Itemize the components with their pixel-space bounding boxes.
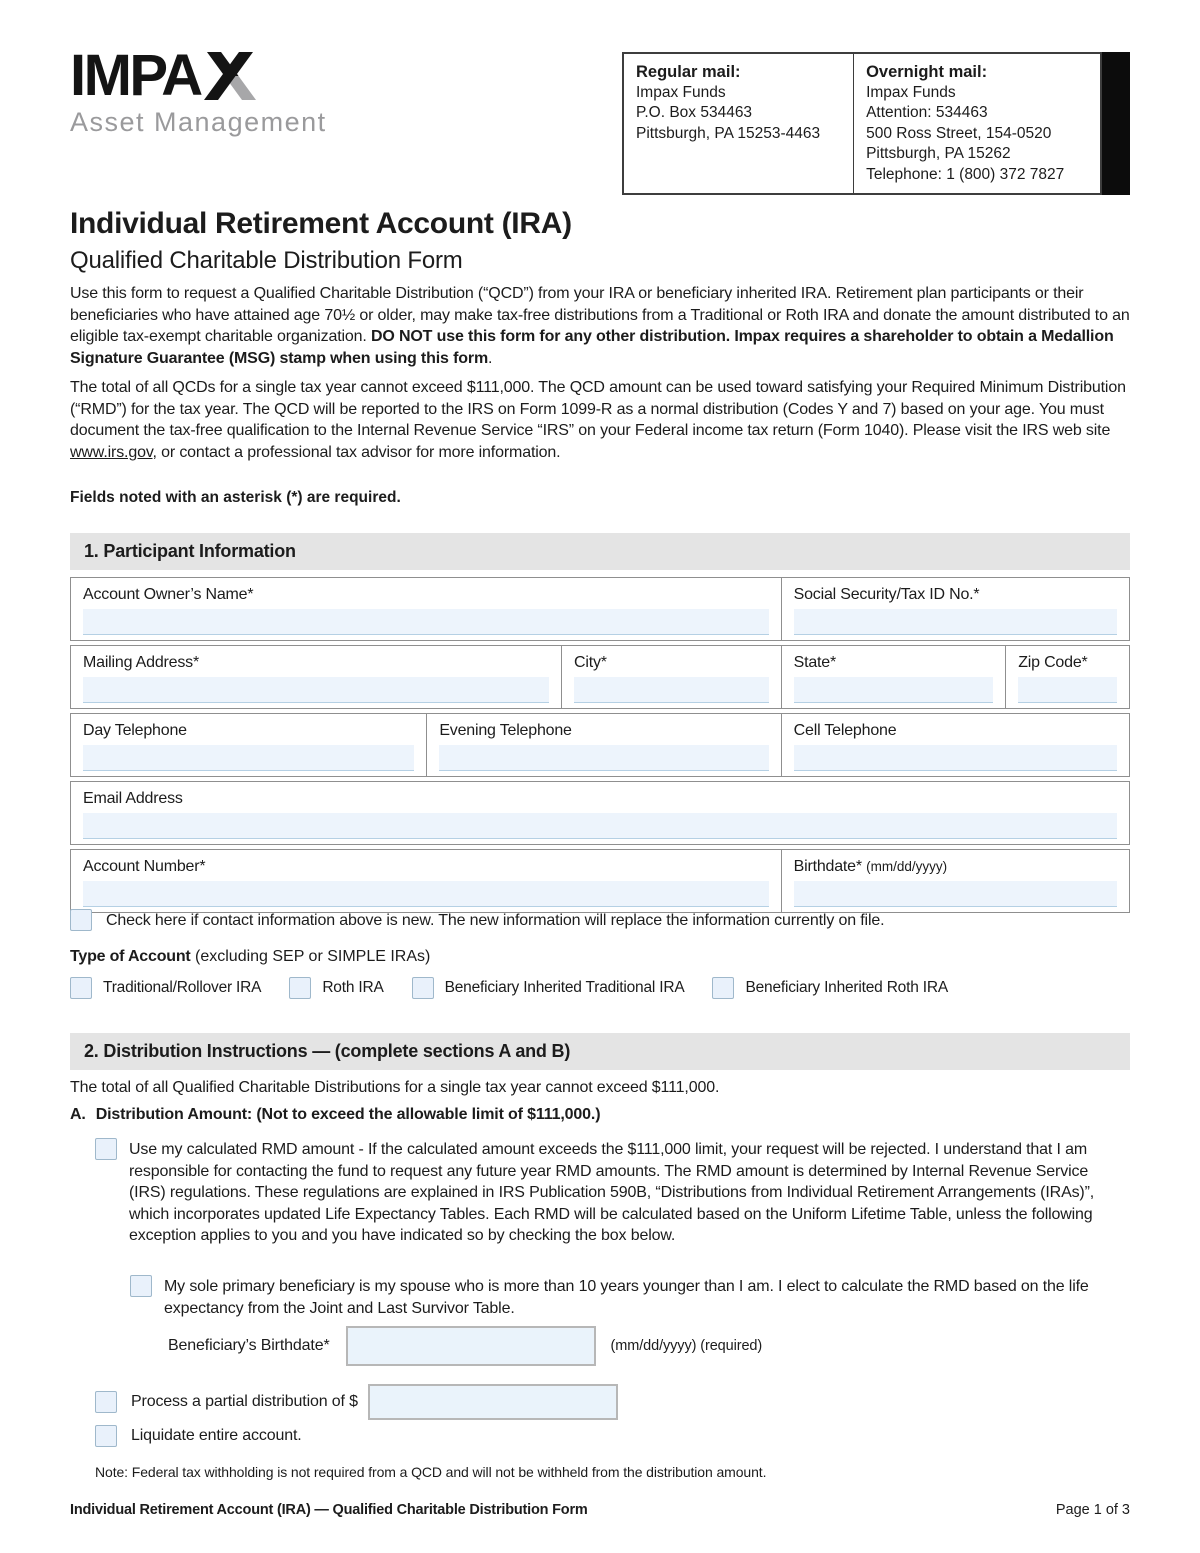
- impax-logo-wordmark: [70, 43, 327, 108]
- zip-cell: [1005, 646, 1129, 708]
- cell-telephone-cell: [781, 714, 1129, 776]
- account-owner-name-label: Account Owner’s Name*: [83, 586, 254, 603]
- mailing-addresses: [622, 52, 1130, 195]
- birthdate-format-hint: (mm/dd/yyyy): [866, 859, 948, 874]
- regular-mail-line: Pittsburgh, PA 15253-4463: [636, 124, 821, 142]
- page-header: [70, 43, 1130, 195]
- regular-mail-address: [624, 54, 854, 193]
- roth-ira-checkbox[interactable]: [289, 977, 311, 999]
- regular-mail-line: P.O. Box 534463: [636, 104, 753, 121]
- beneficiary-inherited-traditional-ira-label: Beneficiary Inherited Traditional IRA: [444, 979, 685, 996]
- title-block: [70, 207, 1130, 275]
- beneficiary-birthdate-field[interactable]: [346, 1326, 596, 1366]
- overnight-mail-address: [854, 54, 1100, 193]
- evening-telephone-label: Evening Telephone: [439, 722, 572, 739]
- intro-p1-text: Use this form to request a Qualified Charitable Distribution (“QCD”) from your IRA or beneficiary inherited IRA. Retirement plan participants or their beneficiaries who have attained age 70½ or older, may make tax-free distributions from a Traditional or Roth IRA and donate the amount distributed to an eligible tax-exempt charitable organization.: [70, 285, 1130, 345]
- cell-telephone-label: Cell Telephone: [793, 722, 897, 739]
- overnight-mail-line: Pittsburgh, PA 15262: [866, 145, 1011, 162]
- partial-distribution-label: Process a partial distribution of $: [131, 1393, 358, 1410]
- account-owner-name-field[interactable]: [83, 609, 769, 635]
- intro-paragraph-2: [70, 377, 1130, 463]
- partial-distribution-checkbox[interactable]: [95, 1391, 117, 1413]
- account-type-options: [70, 977, 1130, 999]
- use-calculated-rmd-checkbox[interactable]: [95, 1138, 117, 1160]
- table-row: [70, 849, 1130, 913]
- page-subtitle: Qualified Charitable Distribution Form: [70, 247, 463, 274]
- intro-p1-period: .: [488, 349, 493, 367]
- table-row: [70, 781, 1130, 845]
- mailing-address-cell: [71, 646, 561, 708]
- ssn-field[interactable]: [794, 609, 1117, 635]
- birthdate-cell: [781, 850, 1129, 912]
- type-of-account-heading: [70, 948, 1130, 966]
- withholding-note: Note: Federal tax withholding is not required from a QCD and will not be withheld from the distribution amount.: [95, 1464, 767, 1480]
- mailing-addresses-box: [622, 52, 1102, 195]
- intro-paragraph-1: [70, 283, 1130, 369]
- subsection-a-heading: [70, 1106, 1130, 1124]
- beneficiary-birthdate-row: [168, 1326, 1200, 1366]
- beneficiary-birthdate-label: Beneficiary’s Birthdate*: [168, 1337, 330, 1354]
- email-label: Email Address: [83, 790, 183, 807]
- regular-mail-title: Regular mail:: [636, 63, 741, 81]
- evening-telephone-field[interactable]: [439, 745, 768, 771]
- day-telephone-cell: [71, 714, 426, 776]
- page-footer: [70, 1502, 1130, 1518]
- rmd-option-row: [95, 1139, 1130, 1247]
- ssn-label: Social Security/Tax ID No.*: [793, 586, 980, 603]
- liquidate-account-label: Liquidate entire account.: [131, 1427, 302, 1444]
- traditional-rollover-ira-checkbox[interactable]: [70, 977, 92, 999]
- table-row: [70, 577, 1130, 641]
- decorative-black-bar: [1102, 52, 1130, 195]
- state-label: State*: [793, 654, 837, 671]
- account-number-label: Account Number*: [83, 858, 206, 875]
- beneficiary-inherited-roth-ira-label: Beneficiary Inherited Roth IRA: [745, 979, 948, 996]
- required-fields-note: Fields noted with an asterisk (*) are required.: [70, 489, 401, 506]
- partial-distribution-row: [95, 1384, 1155, 1420]
- city-label: City*: [574, 654, 607, 671]
- liquidate-account-checkbox[interactable]: [95, 1425, 117, 1447]
- regular-mail-line: Impax Funds: [636, 83, 726, 101]
- footer-page-number: Page 1 of 3: [1055, 1502, 1130, 1518]
- city-cell: [561, 646, 781, 708]
- page-title: Individual Retirement Account (IRA): [70, 207, 572, 240]
- account-number-field[interactable]: [83, 881, 769, 907]
- overnight-mail-title: Overnight mail:: [866, 63, 988, 81]
- account-type-option: [70, 977, 261, 999]
- mailing-address-field[interactable]: [83, 677, 549, 703]
- birthdate-label: Birthdate* (mm/dd/yyyy): [793, 858, 948, 875]
- spouse-exception-label: My sole primary beneficiary is my spouse who is more than 10 years younger than I am. I elect to calculate the RMD based on the life expectancy from the Joint and Last Survivor Table.: [164, 1278, 1089, 1317]
- partial-distribution-amount-field[interactable]: [368, 1384, 618, 1420]
- participant-info-table: [70, 577, 1130, 913]
- day-telephone-field[interactable]: [83, 745, 414, 771]
- intro-p2-text-after: , or contact a professional tax advisor for more information.: [152, 443, 561, 461]
- beneficiary-birthdate-format-hint: (mm/dd/yyyy) (required): [610, 1338, 763, 1354]
- type-of-account-note: (excluding SEP or SIMPLE IRAs): [190, 948, 431, 965]
- section2-header: 2. Distribution Instructions — (complete sections A and B): [70, 1033, 1130, 1070]
- impax-logo-x-icon: [204, 52, 256, 100]
- table-row: [70, 645, 1130, 709]
- birthdate-field[interactable]: [794, 881, 1117, 907]
- account-type-option: [412, 977, 685, 999]
- email-field[interactable]: [83, 813, 1117, 839]
- impax-logo-text: IMPA: [70, 43, 201, 108]
- section2-intro: The total of all Qualified Charitable Distributions for a single tax year cannot exceed $111,000.: [70, 1079, 720, 1096]
- city-field[interactable]: [574, 677, 769, 703]
- overnight-mail-line: 500 Ross Street, 154-0520: [866, 124, 1052, 142]
- cell-telephone-field[interactable]: [794, 745, 1117, 771]
- state-cell: [781, 646, 1006, 708]
- subsection-a-prefix: A.: [70, 1106, 86, 1123]
- subsection-a-title: Distribution Amount: (Not to exceed the allowable limit of $111,000.): [95, 1106, 601, 1123]
- contact-info-new-label: Check here if contact information above is new. The new information will replace the information currently on file.: [106, 912, 885, 929]
- intro-p2-text: The total of all QCDs for a single tax year cannot exceed $111,000. The QCD amount can be used toward satisfying your Required Minimum Distribution (“RMD”) for the tax year. The QCD will be reported to the IRS on Form 1099-R as a normal distribution (Codes Y and 7) based on your age. You must document the tax-free qualification to the Internal Revenue Service “IRS” on your Federal income tax return (Form 1040). Please visit the IRS web site: [70, 379, 1126, 439]
- liquidate-row: [95, 1425, 1155, 1447]
- email-cell: [71, 782, 1129, 844]
- mailing-address-label: Mailing Address*: [83, 654, 199, 671]
- spouse-exception-row: [130, 1276, 1130, 1319]
- zip-field[interactable]: [1018, 677, 1117, 703]
- overnight-mail-line: Telephone: 1 (800) 372 7827: [866, 165, 1065, 183]
- impax-logo: [70, 43, 327, 138]
- day-telephone-label: Day Telephone: [83, 722, 187, 739]
- type-of-account-label: Type of Account: [70, 948, 191, 965]
- spouse-exception-checkbox[interactable]: [130, 1275, 152, 1297]
- irs-website-link[interactable]: www.irs.gov: [70, 443, 153, 461]
- beneficiary-inherited-roth-ira-checkbox[interactable]: [712, 977, 734, 999]
- use-calculated-rmd-label: Use my calculated RMD amount - If the calculated amount exceeds the $111,000 limit, your request will be rejected. I understand that I am responsible for contacting the fund to request any future year RMD amounts. The RMD amount is determined by Internal Revenue Service (IRS) regulations. These regulations are explained in IRS Publication 590B, “Distributions from Individual Retirement Arrangements (IRAs)”, which incorporates updated Life Expectancy Tables. Each RMD will be calculated based on the Uniform Lifetime Table, unless the following exception applies to you and you have indicated so by checking the box below.: [129, 1141, 1095, 1244]
- evening-telephone-cell: [426, 714, 780, 776]
- overnight-mail-line: Attention: 534463: [866, 104, 988, 121]
- footer-form-title: Individual Retirement Account (IRA) — Qualified Charitable Distribution Form: [70, 1502, 588, 1518]
- account-owner-name-cell: [71, 578, 781, 640]
- impax-logo-subtitle: Asset Management: [70, 107, 327, 137]
- contact-info-new-row: [70, 910, 1130, 932]
- account-number-cell: [71, 850, 781, 912]
- table-row: [70, 713, 1130, 777]
- intro-p1-bold-warning: DO NOT use this form for any other distribution. Impax requires a shareholder to obtain a Medallion Signature Guarantee (MSG) stamp when using this form: [70, 328, 1114, 367]
- section1-header: 1. Participant Information: [70, 533, 1130, 570]
- account-type-option: [289, 977, 383, 999]
- contact-info-new-checkbox[interactable]: [70, 909, 92, 931]
- roth-ira-label: Roth IRA: [322, 979, 384, 996]
- ssn-cell: [781, 578, 1129, 640]
- overnight-mail-line: Impax Funds: [866, 83, 956, 101]
- traditional-rollover-ira-label: Traditional/Rollover IRA: [103, 979, 262, 996]
- beneficiary-inherited-traditional-ira-checkbox[interactable]: [412, 977, 434, 999]
- account-type-option: [712, 977, 948, 999]
- zip-label: Zip Code*: [1018, 654, 1088, 671]
- state-field[interactable]: [794, 677, 994, 703]
